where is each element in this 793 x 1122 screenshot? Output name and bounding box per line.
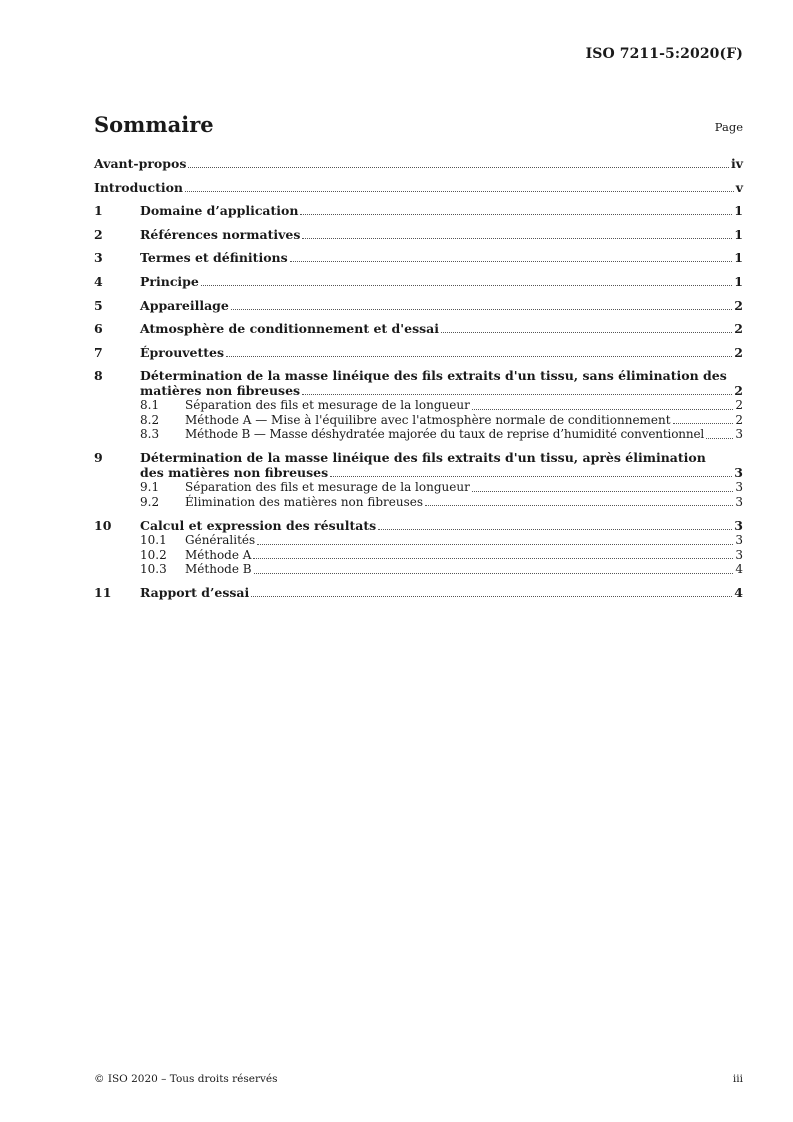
footer-copyright: © ISO 2020 – Tous droits réservés [94,1073,278,1085]
toc-leader-dots [231,309,732,310]
toc-leader-dots [251,596,732,597]
toc-subentry-page: 3 [735,480,743,495]
toc-entry-text-line2: des matières non fibreuses [140,465,329,481]
toc-entry-8[interactable] [94,368,743,398]
toc-entry-1[interactable] [94,203,743,218]
toc-leader-dots [254,573,734,574]
toc-leader-dots [425,505,733,506]
toc-entry-7[interactable] [94,345,743,360]
toc-leader-dots [188,167,729,168]
toc-subentry-10-1[interactable] [94,533,743,548]
toc-subentry-number: 8.1 [140,398,160,413]
toc-entry-number: 7 [94,344,103,360]
table-of-contents [94,152,743,600]
toc-subentry-8-2[interactable] [94,413,743,428]
toc-leader-dots [378,529,732,530]
toc-entry-9[interactable] [94,450,743,480]
toc-entry-number: 8 [94,368,103,384]
toc-entry-number: 4 [94,273,103,289]
toc-subentry-text: Séparation des fils et mesurage de la longueur [185,398,470,413]
toc-subentry-text: Méthode A — Mise à l'équilibre avec l'atmosphère normale de conditionnement [185,412,671,427]
toc-entry-page: v [735,179,743,195]
toc-entry-3[interactable] [94,250,743,265]
toc-subentry-text: Méthode B — Masse déshydratée majorée du taux de reprise d’humidité conventionnel [185,427,705,442]
toc-entry-6[interactable] [94,321,743,336]
toc-subentry-page: 2 [735,412,743,427]
toc-entry-page: 2 [734,344,743,360]
toc-leader-dots [257,544,733,545]
toc-subentry-number: 9.1 [140,480,160,495]
toc-subentry-8-3[interactable] [94,427,743,442]
toc-entry-text: Éprouvettes [140,344,225,360]
toc-entry-page: 4 [734,585,743,601]
toc-entry-text: Calcul et expression des résultats [140,518,377,534]
toc-entry-introduction[interactable] [94,180,743,195]
toc-subentry-page: 3 [735,533,743,548]
toc-entry-text: Atmosphère de conditionnement et d'essai [140,321,439,337]
toc-entry-page: 1 [734,226,743,242]
toc-entry-page: 2 [734,383,743,399]
toc-entry-number: 9 [94,450,103,466]
toc-subentry-text: Séparation des fils et mesurage de la longueur [185,480,470,495]
toc-subentry-8-1[interactable] [94,398,743,413]
toc-entry-5[interactable] [94,298,743,313]
toc-subentry-number: 9.2 [140,494,160,509]
toc-leader-dots [302,394,732,395]
toc-subentry-10-2[interactable] [94,548,743,563]
toc-subentry-page: 3 [735,547,743,562]
toc-subentry-text: Généralités [185,533,256,548]
document-id: ISO 7211-5:2020(F) [585,46,743,62]
toc-entry-text: Références normatives [140,226,301,242]
toc-subentry-9-2[interactable] [94,495,743,510]
toc-leader-dots [226,356,732,357]
toc-subentry-text: Élimination des matières non fibreuses [185,494,423,509]
toc-subentry-number: 10.3 [140,562,167,577]
toc-entry-number: 10 [94,518,112,534]
toc-entry-text-line2: matières non fibreuses [140,383,301,399]
toc-leader-dots [472,491,734,492]
toc-subentry-page: 3 [735,494,743,509]
toc-subentry-number: 10.2 [140,547,167,562]
toc-entry-text: Termes et définitions [140,250,288,266]
toc-leader-dots [290,261,733,262]
toc-entry-4[interactable] [94,274,743,289]
toc-leader-dots [330,476,732,477]
toc-subentry-10-3[interactable] [94,562,743,577]
toc-entry-page: iv [730,156,743,171]
toc-entry-11[interactable] [94,585,743,600]
toc-subentry-text: Méthode A [185,547,252,562]
toc-entry-text: Avant-propos [94,156,187,171]
toc-entry-text: Domaine d’application [140,203,299,219]
toc-entry-number: 11 [94,585,112,601]
toc-entry-text-line1: Détermination de la masse linéique des fils extraits d'un tissu, sans élimination des [140,368,727,384]
toc-entry-text: Appareillage [140,297,229,313]
toc-leader-dots [201,285,732,286]
toc-entry-text: Principe [140,273,199,289]
toc-entry-number: 5 [94,297,103,313]
toc-entry-2[interactable] [94,227,743,242]
toc-entry-avant-propos[interactable] [94,156,743,171]
toc-subentry-number: 10.1 [140,533,167,548]
toc-entry-text: Introduction [94,179,184,195]
toc-subentry-number: 8.3 [140,427,160,442]
toc-entry-page: 1 [734,273,743,289]
toc-entry-page: 3 [734,518,743,534]
toc-leader-dots [673,423,734,424]
toc-entry-number: 3 [94,250,103,266]
toc-entry-number: 2 [94,226,103,242]
toc-subentry-page: 2 [735,398,743,413]
toc-leader-dots [185,191,734,192]
toc-entry-page: 2 [734,321,743,337]
toc-leader-dots [706,438,733,439]
toc-leader-dots [472,409,734,410]
toc-entry-page: 1 [734,250,743,266]
footer-page-number: iii [732,1073,743,1085]
page-title: Sommaire [94,112,214,137]
toc-entry-text: Rapport d’essai [140,585,250,601]
toc-subentry-page: 3 [735,427,743,442]
toc-entry-10[interactable] [94,518,743,533]
toc-entry-number: 6 [94,321,103,337]
toc-entry-text-line1: Détermination de la masse linéique des fils extraits d'un tissu, après élimination [140,450,706,466]
toc-leader-dots [253,558,733,559]
page-column-label: Page [714,120,743,134]
toc-subentry-number: 8.2 [140,412,160,427]
toc-entry-page: 3 [734,465,743,481]
toc-leader-dots [441,332,732,333]
toc-entry-number: 1 [94,203,103,219]
toc-leader-dots [302,238,732,239]
toc-entry-page: 2 [734,297,743,313]
toc-subentry-text: Méthode B [185,562,252,577]
toc-entry-page: 1 [734,203,743,219]
toc-leader-dots [300,214,732,215]
toc-subentry-9-1[interactable] [94,480,743,495]
toc-subentry-page: 4 [735,562,743,577]
